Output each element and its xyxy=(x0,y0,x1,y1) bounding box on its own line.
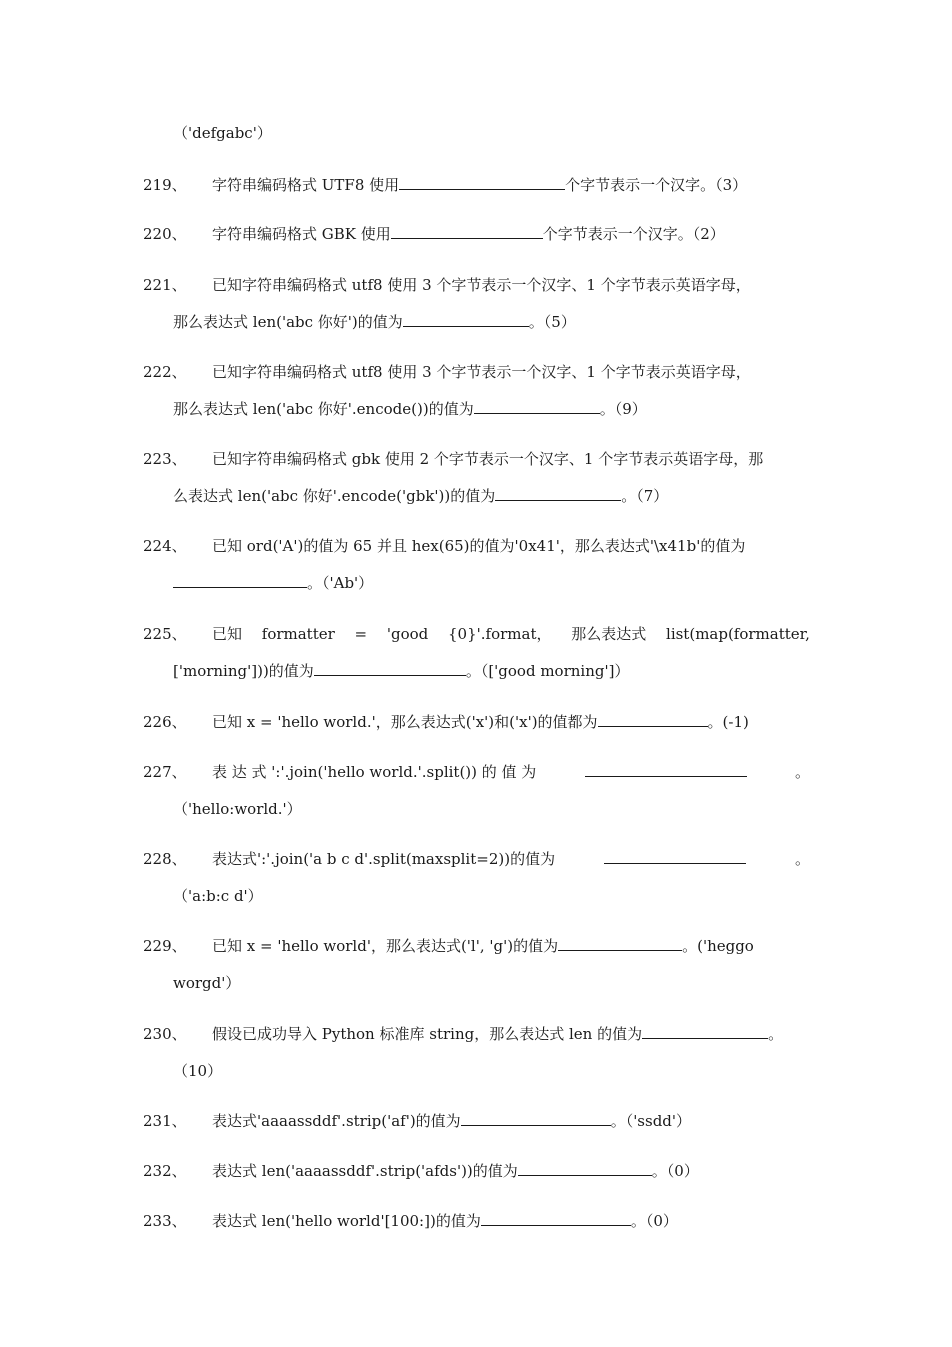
question-answer-cont: worgd'） xyxy=(173,974,241,992)
answer-continuation: （'defgabc'） xyxy=(173,124,272,142)
answer-blank xyxy=(518,1161,652,1176)
question-text: 已知 x = 'hello world.'，那么表达式('x')和('x')的值都为 xyxy=(212,713,598,731)
question-text: 那么表达式 len('abc 你好'.encode())的值为 xyxy=(173,400,474,418)
question-223-cont xyxy=(173,486,668,506)
answer-blank xyxy=(598,712,708,727)
answer-blank xyxy=(173,573,307,588)
question-text: 表 达 式 ':'.join('hello world.'.split()) 的 值 为 。 xyxy=(212,763,810,781)
question-number: 223、 xyxy=(143,450,187,468)
answer-blank xyxy=(391,224,543,239)
question-number: 227、 xyxy=(143,763,187,781)
question-answer: （'a:b:c d'） xyxy=(173,887,263,905)
question-answer: 个字节表示一个汉字。（3） xyxy=(565,176,748,194)
question-answer: 。（['good morning']） xyxy=(465,662,630,680)
question-text: 表达式 len('aaaassddf'.strip('afds'))的值为 xyxy=(212,1162,518,1180)
question-text: 已知 ord('A')的值为 65 并且 hex(65)的值为'0x41'，那么表达式'\x41b'的值为 xyxy=(212,537,746,555)
question-text: 已知 formatter = 'good {0}'.format， 那么表达式 list(map(formatter, xyxy=(212,625,810,643)
question-answer: 。（'Ab'） xyxy=(307,574,374,592)
question-number: 221、 xyxy=(143,276,187,294)
question-answer: 。(-1) xyxy=(707,713,749,731)
question-text: 字符串编码格式 GBK 使用 xyxy=(212,225,391,243)
answer-blank xyxy=(604,849,746,864)
question-answer: 。（7） xyxy=(621,487,669,505)
question-text: 假设已成功导入 Python 标准库 string，那么表达式 len 的值为 xyxy=(212,1025,643,1043)
question-text: 那么表达式 len('abc 你好')的值为 xyxy=(173,313,403,331)
question-number: 230、 xyxy=(143,1025,187,1043)
question-text: 已知字符串编码格式 gbk 使用 2 个字节表示一个汉字、1 个字节表示英语字母，那 xyxy=(212,450,764,468)
question-number: 222、 xyxy=(143,363,187,381)
question-225-cont xyxy=(173,661,629,681)
question-text: 表达式 len('hello world'[100:])的值为 xyxy=(212,1212,481,1230)
question-text: 已知字符串编码格式 utf8 使用 3 个字节表示一个汉字、1 个字节表示英语字母， xyxy=(212,363,751,381)
question-number: 226、 xyxy=(143,713,187,731)
question-224-cont xyxy=(173,573,373,593)
question-number: 224、 xyxy=(143,537,187,555)
question-answer: 。（0） xyxy=(630,1212,678,1230)
question-answer: 。（9） xyxy=(599,400,647,418)
question-text: 么表达式 len('abc 你好'.encode('gbk'))的值为 xyxy=(173,487,496,505)
question-answer: 。（0） xyxy=(651,1162,699,1180)
question-answer: 。（'ssdd'） xyxy=(610,1112,692,1130)
question-answer: 。('heggo xyxy=(682,937,754,955)
question-number: 231、 xyxy=(143,1112,187,1130)
question-number: 225、 xyxy=(143,625,187,643)
answer-blank xyxy=(474,399,600,414)
question-text: 已知 x = 'hello world'，那么表达式('l', 'g')的值为 xyxy=(212,937,559,955)
question-answer: （10） xyxy=(173,1062,223,1080)
question-text: ['morning']))的值为 xyxy=(173,662,314,680)
question-222-cont xyxy=(173,399,647,419)
answer-blank xyxy=(314,661,466,676)
question-answer: 个字节表示一个汉字。（2） xyxy=(542,225,725,243)
question-text: 已知字符串编码格式 utf8 使用 3 个字节表示一个汉字、1 个字节表示英语字母， xyxy=(212,276,751,294)
answer-blank xyxy=(481,1211,631,1226)
question-answer: 。 xyxy=(768,1025,784,1043)
answer-blank xyxy=(461,1111,611,1126)
question-number: 219、 xyxy=(143,176,187,194)
question-text: 表达式':'.join('a b c d'.split(maxsplit=2))的值为 。 xyxy=(212,850,810,868)
question-number: 233、 xyxy=(143,1212,187,1230)
question-221-cont xyxy=(173,312,576,332)
question-number: 232、 xyxy=(143,1162,187,1180)
question-number: 220、 xyxy=(143,225,187,243)
question-number: 228、 xyxy=(143,850,187,868)
answer-blank xyxy=(403,312,529,327)
question-answer: （'hello:world.'） xyxy=(173,800,302,818)
question-text: 字符串编码格式 UTF8 使用 xyxy=(212,176,400,194)
question-number: 229、 xyxy=(143,937,187,955)
question-answer: 。（5） xyxy=(528,313,576,331)
question-text: 表达式'aaaassddf'.strip('af')的值为 xyxy=(212,1112,461,1130)
answer-blank xyxy=(399,175,565,190)
answer-blank xyxy=(642,1024,768,1039)
answer-blank xyxy=(585,762,747,777)
answer-blank xyxy=(558,936,682,951)
answer-blank xyxy=(495,486,621,501)
